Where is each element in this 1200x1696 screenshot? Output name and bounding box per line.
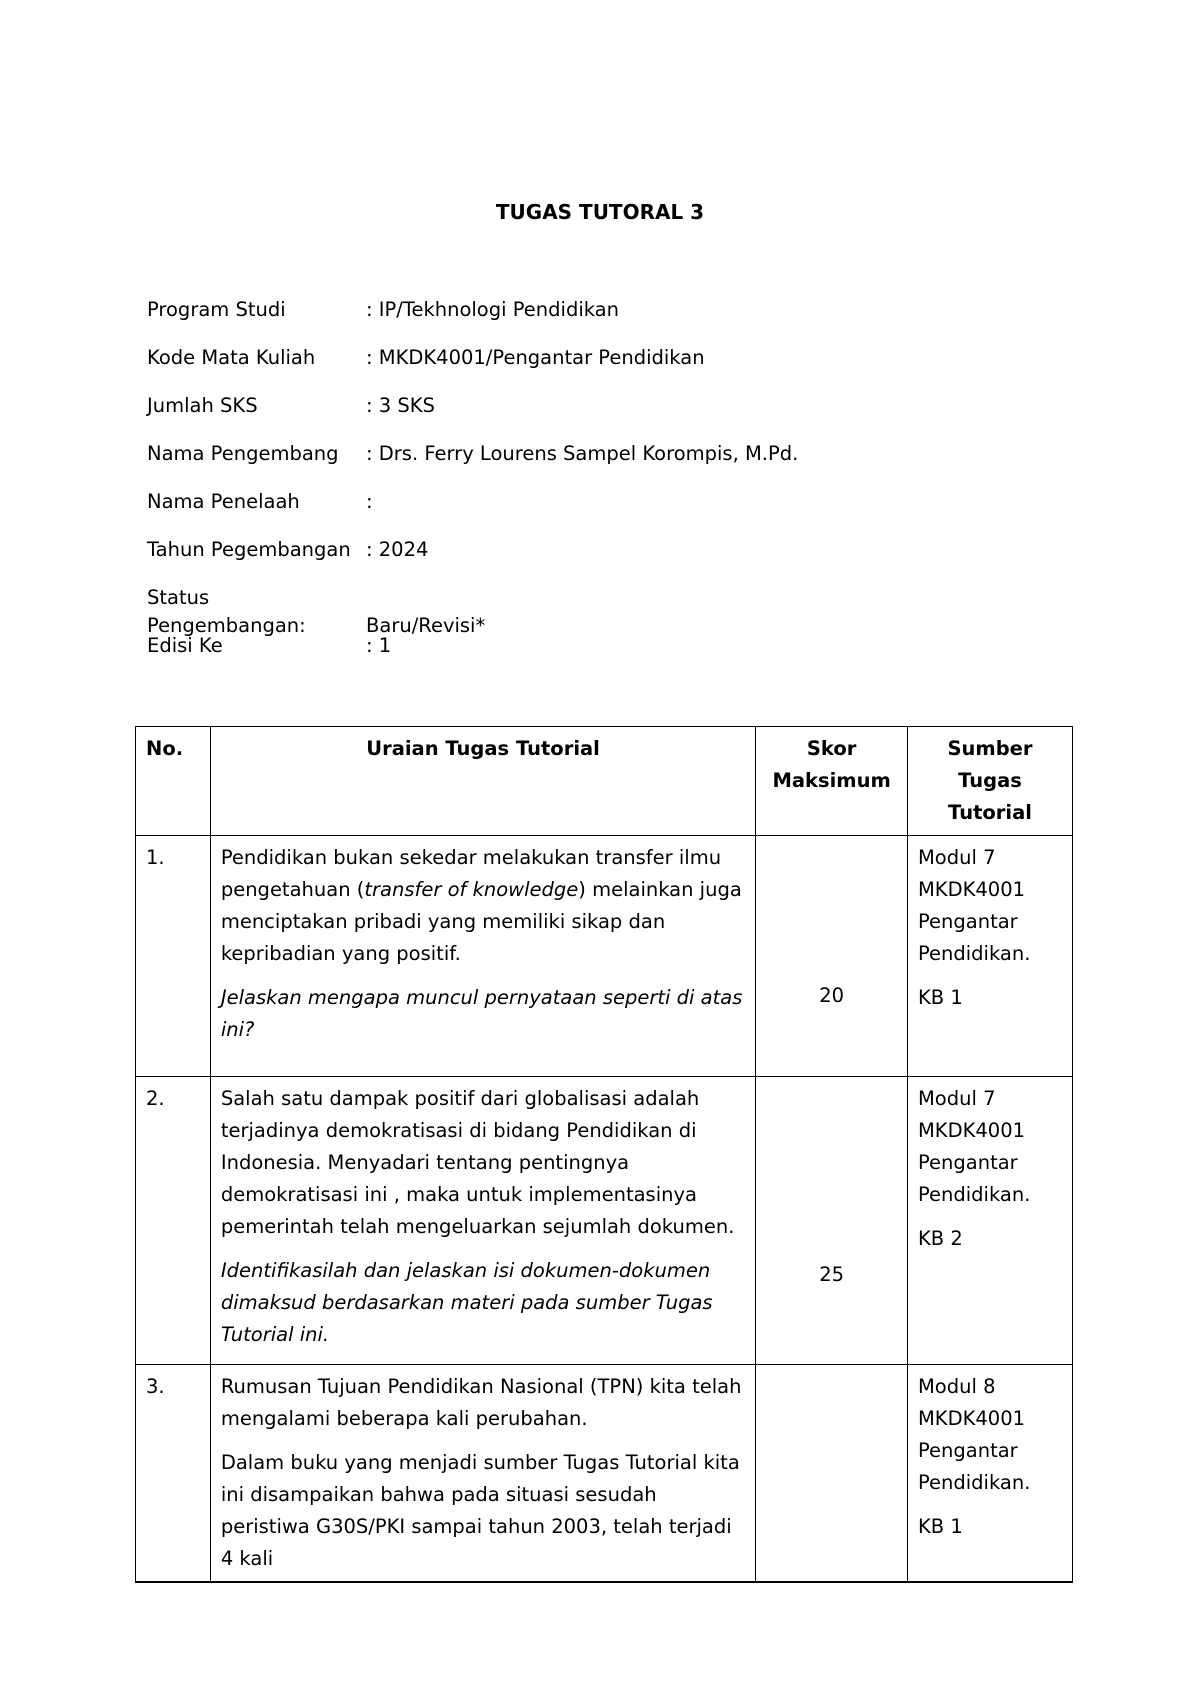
header-max-score: Skor Maksimum xyxy=(756,727,908,836)
tutorial-task-table xyxy=(135,726,1073,1583)
meta-row-status-pengembangan xyxy=(147,584,798,637)
source-kb: KB 1 xyxy=(917,986,963,1009)
task-statement: Rumusan Tujuan Pendidikan Nasional (TPN) kita telah mengalami beberapa kali perubahan. xyxy=(220,1375,742,1430)
meta-label: Tahun Pegembangan xyxy=(147,538,351,561)
task-statement: Salah satu dampak positif dari globalisasi adalah terjadinya demokratisasi di bidang Pendidikan di Indonesia. Menyadari tentang pentingnya demokratisasi ini , maka untuk implementasinya pemerintah telah mengeluarkan sejumlah dokumen. xyxy=(220,1087,735,1238)
task-statement xyxy=(221,842,745,970)
task-question-text: Identifikasilah dan jelaskan isi dokumen-dokumen dimaksud berdasarkan materi pada sumber Tugas Tutorial ini. xyxy=(220,1259,713,1346)
source-cell xyxy=(907,836,1072,1077)
meta-value: : Drs. Ferry Lourens Sampel Korompis, M.Pd. xyxy=(366,442,799,465)
table-row xyxy=(136,1365,1073,1583)
task-text: Pendidikan bukan sekedar melakukan transfer ilmu pengetahuan ( xyxy=(220,846,722,901)
course-info xyxy=(147,296,798,680)
meta-label: Status Pengembangan: xyxy=(147,586,306,637)
meta-row-nama-penelaah xyxy=(147,488,798,536)
source-module: Modul 7 MKDK4001 Pengantar Pendidikan. xyxy=(917,1087,1031,1206)
score-spacer xyxy=(766,1083,897,1259)
source-module: Modul 8 MKDK4001 Pengantar Pendidikan. xyxy=(917,1375,1031,1494)
meta-value: : 1 xyxy=(366,634,392,657)
source-cell xyxy=(907,1365,1072,1583)
max-score: 25 xyxy=(819,1263,845,1286)
meta-row-edisi-ke xyxy=(147,632,798,680)
meta-value: Baru/Revisi* xyxy=(366,614,486,637)
document-title: TUGAS TUTORAL 3 xyxy=(495,200,705,224)
source-kb: KB 2 xyxy=(917,1227,963,1250)
max-score-cell xyxy=(756,1077,908,1365)
source-cell xyxy=(907,1077,1072,1365)
header-description: Uraian Tugas Tutorial xyxy=(210,727,755,836)
score-spacer xyxy=(766,842,897,980)
task-statement-continued: Dalam buku yang menjadi sumber Tugas Tutorial kita ini disampaikan bahwa pada situasi sesudah peristiwa G30S/PKI sampai tahun 2003, telah terjadi 4 kali xyxy=(220,1451,740,1570)
row-number: 3. xyxy=(136,1365,211,1583)
task-description xyxy=(210,1077,755,1365)
task-question xyxy=(221,982,745,1046)
table-row xyxy=(136,1077,1073,1365)
meta-row-jumlah-sks xyxy=(147,392,798,440)
table-header-row xyxy=(136,727,1073,836)
meta-row-nama-pengembang xyxy=(147,440,798,488)
meta-value: : xyxy=(366,490,373,513)
meta-label: Nama Pengembang xyxy=(147,442,339,465)
max-score-cell xyxy=(756,1365,908,1583)
meta-value: : IP/Tekhnologi Pendidikan xyxy=(366,298,619,321)
meta-row-program-studi xyxy=(147,296,798,344)
meta-row-tahun-pegembangan xyxy=(147,536,798,584)
task-text-italic: transfer of knowledge xyxy=(364,878,579,901)
meta-label: Program Studi xyxy=(147,298,286,321)
meta-label: Kode Mata Kuliah xyxy=(147,346,316,369)
header-no: No. xyxy=(136,727,211,836)
meta-label: Jumlah SKS xyxy=(147,394,258,417)
meta-label: Edisi Ke xyxy=(147,634,223,657)
task-description xyxy=(210,1365,755,1583)
max-score: 20 xyxy=(819,984,845,1007)
source-kb: KB 1 xyxy=(917,1515,963,1538)
row-number: 2. xyxy=(136,1077,211,1365)
task-text: ) melainkan juga menciptakan pribadi yang memiliki sikap dan kepribadian yang positif. xyxy=(220,878,742,965)
meta-row-kode-mata-kuliah xyxy=(147,344,798,392)
task-description xyxy=(210,836,755,1077)
task-question xyxy=(221,1255,745,1351)
row-number: 1. xyxy=(136,836,211,1077)
header-source: Sumber Tugas Tutorial xyxy=(907,727,1072,836)
meta-value: : 3 SKS xyxy=(366,394,435,417)
meta-label: Nama Penelaah xyxy=(147,490,300,513)
meta-value: : MKDK4001/Pengantar Pendidikan xyxy=(366,346,705,369)
meta-value: : 2024 xyxy=(366,538,429,561)
table-row xyxy=(136,836,1073,1077)
source-module: Modul 7 MKDK4001 Pengantar Pendidikan. xyxy=(917,846,1031,965)
max-score-cell xyxy=(756,836,908,1077)
task-question-text: Jelaskan mengapa muncul pernyataan seperti di atas ini? xyxy=(220,986,743,1041)
